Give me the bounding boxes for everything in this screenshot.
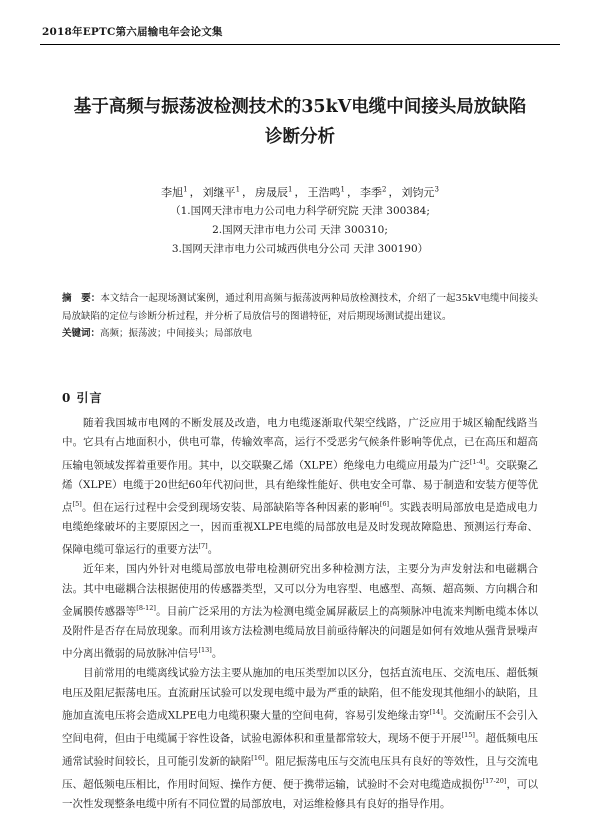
- affiliation-3: 3.国网天津市电力公司城西供电分公司 天津 300190）: [171, 242, 429, 255]
- paragraph-text: 。: [207, 543, 219, 556]
- paragraph-text: 。阻尼振荡电压与交流电压具有良好的等效性，且与交流电压、超低频电压相比，作用时间短、操作方便、便于携带运输，试验时不会对电缆造成损伤: [62, 755, 539, 791]
- paragraph-text: 。但在运行过程中会受到现场安装、局部缺陷等各种因素的影响: [81, 501, 380, 514]
- title-line-2: 诊断分析: [265, 127, 335, 147]
- citation-ref: [17-20]: [482, 776, 507, 785]
- body-text: [62, 414, 538, 814]
- author-block: [40, 180, 560, 259]
- paragraph-text: 。交流耐压不会引入空间电荷，但由于电缆属于容性设备，试验电源体积和重量都常较大，现场不便于开展: [62, 709, 538, 745]
- citation-ref: [7]: [198, 542, 208, 551]
- abstract-label: 摘 要：: [62, 293, 101, 304]
- affiliation-1: （1.国网天津市电力公司电力科学研究院 天津 300384;: [170, 204, 430, 217]
- title-line-1: 基于高频与振荡波检测技术的35kV电缆中间接头局放缺陷: [73, 97, 527, 117]
- author-name-text: 房晟辰: [255, 185, 289, 199]
- citation-ref: [16]: [251, 754, 265, 762]
- citation-ref: [15]: [461, 731, 475, 740]
- author-name-text: 刘继平: [202, 185, 236, 199]
- paragraph-text: ，可以一次性发现整条电缆中所有不同位置的局部放电，对运维检修具有良好的指导作用。: [62, 778, 539, 810]
- author-name: [203, 186, 240, 199]
- abstract-text: 本文结合一起现场测试案例，通过利用高频与振荡波两种局放检测技术，介绍了一起35kV电缆中间接头局放缺陷的定位与诊断分析过程，并分析了局放信号的图谱特征，对后期现场测试提出建议。: [62, 293, 538, 322]
- keywords: [62, 326, 538, 342]
- author-name-text: 王浩鸣: [307, 185, 341, 199]
- author-list: 李旭$^1$ ， 刘继平$^1$ ， 房晟辰$^1$ ， 王浩鸣$^1$ ， 李季$^2$ ， 刘钧元$^3$: [161, 185, 439, 199]
- paragraph-text: 。交联聚乙烯（XLPE）电缆于20世纪60年代初问世，具有绝缘性能好、供电安全可靠、易于制造和安装方便等优点: [62, 459, 538, 514]
- author-name: [161, 186, 187, 199]
- author-name: [360, 186, 386, 199]
- body-paragraph: [62, 664, 538, 814]
- abstract: [62, 290, 538, 326]
- citation-ref: [14]: [429, 708, 443, 717]
- citation-ref: [1-4]: [469, 457, 486, 466]
- paragraph-text: 。: [211, 647, 223, 660]
- author-name: [401, 186, 438, 199]
- author-name-text: 李季: [359, 185, 382, 199]
- paragraph-text: 。实践表明局部放电是造成电力电缆绝缘破坏的主要原因之一，因而重视XLPE电缆的局部放电是及时发现故障隐患、预测运行寿命、保障电缆可靠运行的重要方法: [62, 501, 539, 556]
- citation-ref: [6]: [379, 500, 390, 509]
- citation-ref: [8-12]: [136, 604, 156, 613]
- body-paragraph: [62, 560, 538, 664]
- affiliation-marker: 2: [381, 185, 387, 193]
- affiliation-marker: 1: [340, 185, 345, 193]
- affiliation-marker: 1: [288, 185, 293, 193]
- affiliation-marker: 1: [183, 185, 188, 193]
- author-name-text: 李旭: [161, 185, 184, 199]
- section-heading: 0 引言: [62, 391, 103, 405]
- paragraph-text: 目前常用的电缆离线试验方法主要从施加的电压类型加以区分，包括直流电压、交流电压、超低频电压及阻尼振荡电压。直流耐压试验可以发现电缆中最为严重的缺陷，但不能发现其他细小的缺陷，且施加直流电压将会造成XLPE电力电缆积聚大量的空间电荷，容易引发绝缘击穿: [62, 667, 538, 722]
- keywords-label: 关键词：: [62, 328, 101, 339]
- citation-ref: [13]: [198, 646, 212, 655]
- body-paragraph: [62, 414, 538, 560]
- paragraph-text: 近年来，国内外针对电缆局部放电带电检测研究出多种检测方法，主要分为声发射法和电磁耦合法。其中电磁耦合法根据使用的传感器类型，又可以分为电容型、电感型、高频、超高频、方向耦合和金属膜传感器等: [62, 563, 538, 618]
- author-name: [308, 186, 345, 199]
- paragraph-text: 随着我国城市电网的不断发展及改造，电力电缆逐渐取代架空线路，广泛应用于城区输配线路当中。它具有占地面积小，供电可靠，传输效率高，运行不受恶劣气候条件影响等优点，已在高压和超高压输电领域发挥着重要作用。其中，以交联聚乙烯（XLPE）绝缘电力电缆应用最为广泛: [62, 417, 538, 472]
- paragraph-text: 。目前广泛采用的方法为检测电缆金属屏蔽层上的高频脉冲电流来判断电缆本体以及附件是否存在局放现象。而利用该方法检测电缆局放目前亟待解决的问题是如何有效地从强背景噪声中分离出微弱的局放脉冲信号: [62, 605, 539, 660]
- keywords-text: 高频；振荡波；中间接头；局部放电: [100, 328, 253, 339]
- header-rule: [40, 44, 560, 45]
- affiliation-2: 2.国网天津市电力公司 天津 300310;: [212, 223, 388, 236]
- paper-title: [40, 92, 560, 152]
- running-head: 2018年EPTC第六届输电年会论文集: [42, 26, 223, 38]
- paragraph-text: 。超低频电压通常试验时间较长，且可能引发新的缺陷: [62, 732, 539, 768]
- author-name-text: 刘钧元: [401, 185, 435, 199]
- affiliation-marker: 1: [235, 185, 241, 193]
- citation-ref: [5]: [72, 500, 82, 509]
- author-name: [255, 186, 292, 199]
- affiliation-marker: 3: [434, 185, 439, 193]
